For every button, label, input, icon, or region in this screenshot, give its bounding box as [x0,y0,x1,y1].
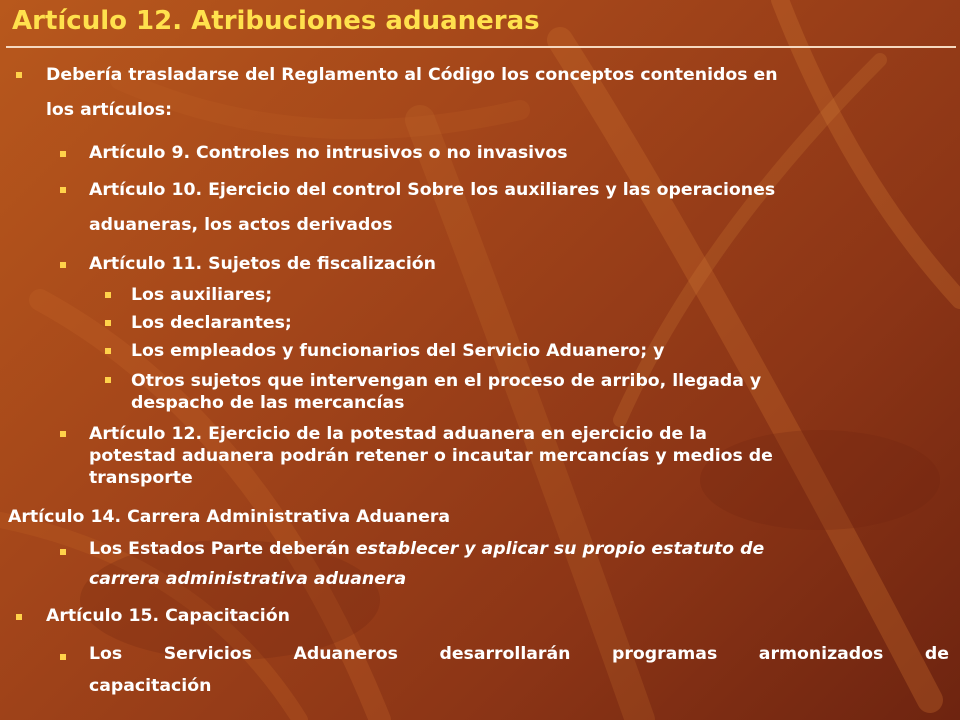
list-item [46,58,946,128]
bullet-square-icon [60,187,66,193]
bullet-square-icon [60,654,66,660]
bullet-square-icon [105,320,111,326]
list-item-text: Los auxiliares; [131,285,273,305]
list-item-text: Los declarantes; [131,313,292,333]
bullet-square-icon [60,151,66,157]
list-item-text: transporte [89,468,193,488]
list-item-text: despacho de las mercancías [131,393,405,413]
list-item-text: Otros sujetos que intervengan en el proceso de arribo, llegada y [131,371,762,391]
list-item [46,599,290,634]
list-item-text: aduaneras, los actos derivados [89,215,393,235]
list-item [89,136,568,171]
list-item-text: los artículos: [46,100,173,120]
list-item [89,423,949,489]
bullet-square-icon [60,431,66,437]
list-item-text: Artículo 15. Capacitación [46,606,290,626]
list-item-text: Artículo 9. Controles no intrusivos o no invasivos [89,143,568,163]
bullet-square-icon [16,614,22,620]
list-item-text: potestad aduanera podrán retener o incautar mercancías y medios de [89,446,773,466]
list-item-italic-text: carrera administrativa aduanera [89,569,407,589]
bullet-square-icon [105,292,111,298]
list-item-text: Debería trasladarse del Reglamento al Código los conceptos contenidos en [46,65,778,85]
list-item [89,534,949,594]
list-item [89,638,949,702]
list-item [131,284,272,306]
bullet-square-icon [105,348,111,354]
list-item [89,173,949,243]
list-item [131,312,292,334]
list-item [89,247,436,282]
slide-title: Artículo 12. Atribuciones aduaneras [12,6,540,36]
list-item-text: Artículo 11. Sujetos de fiscalización [89,254,436,274]
bullet-square-icon [60,262,66,268]
list-item-text: Los Estados Parte deberán [89,539,356,559]
list-item-italic-text: establecer y aplicar su propio estatuto de [355,539,765,559]
list-item-text: Los empleados y funcionarios del Servicio Aduanero; y [131,341,665,361]
list-item-text: Los Servicios Aduaneros desarrollarán programas armonizados de [89,644,949,664]
list-item-text: capacitación [89,676,212,696]
bullet-square-icon [105,377,111,383]
list-item-text: Artículo 10. Ejercicio del control Sobre los auxiliares y las operaciones [89,180,776,200]
list-item-text: Artículo 12. Ejercicio de la potestad aduanera en ejercicio de la [89,424,707,444]
bullet-square-icon [60,549,66,555]
bullet-square-icon [16,72,22,78]
list-item [131,370,931,414]
section-heading-text: Artículo 14. Carrera Administrativa Aduanera [8,507,451,527]
list-item [131,340,664,362]
section-heading [8,502,450,532]
